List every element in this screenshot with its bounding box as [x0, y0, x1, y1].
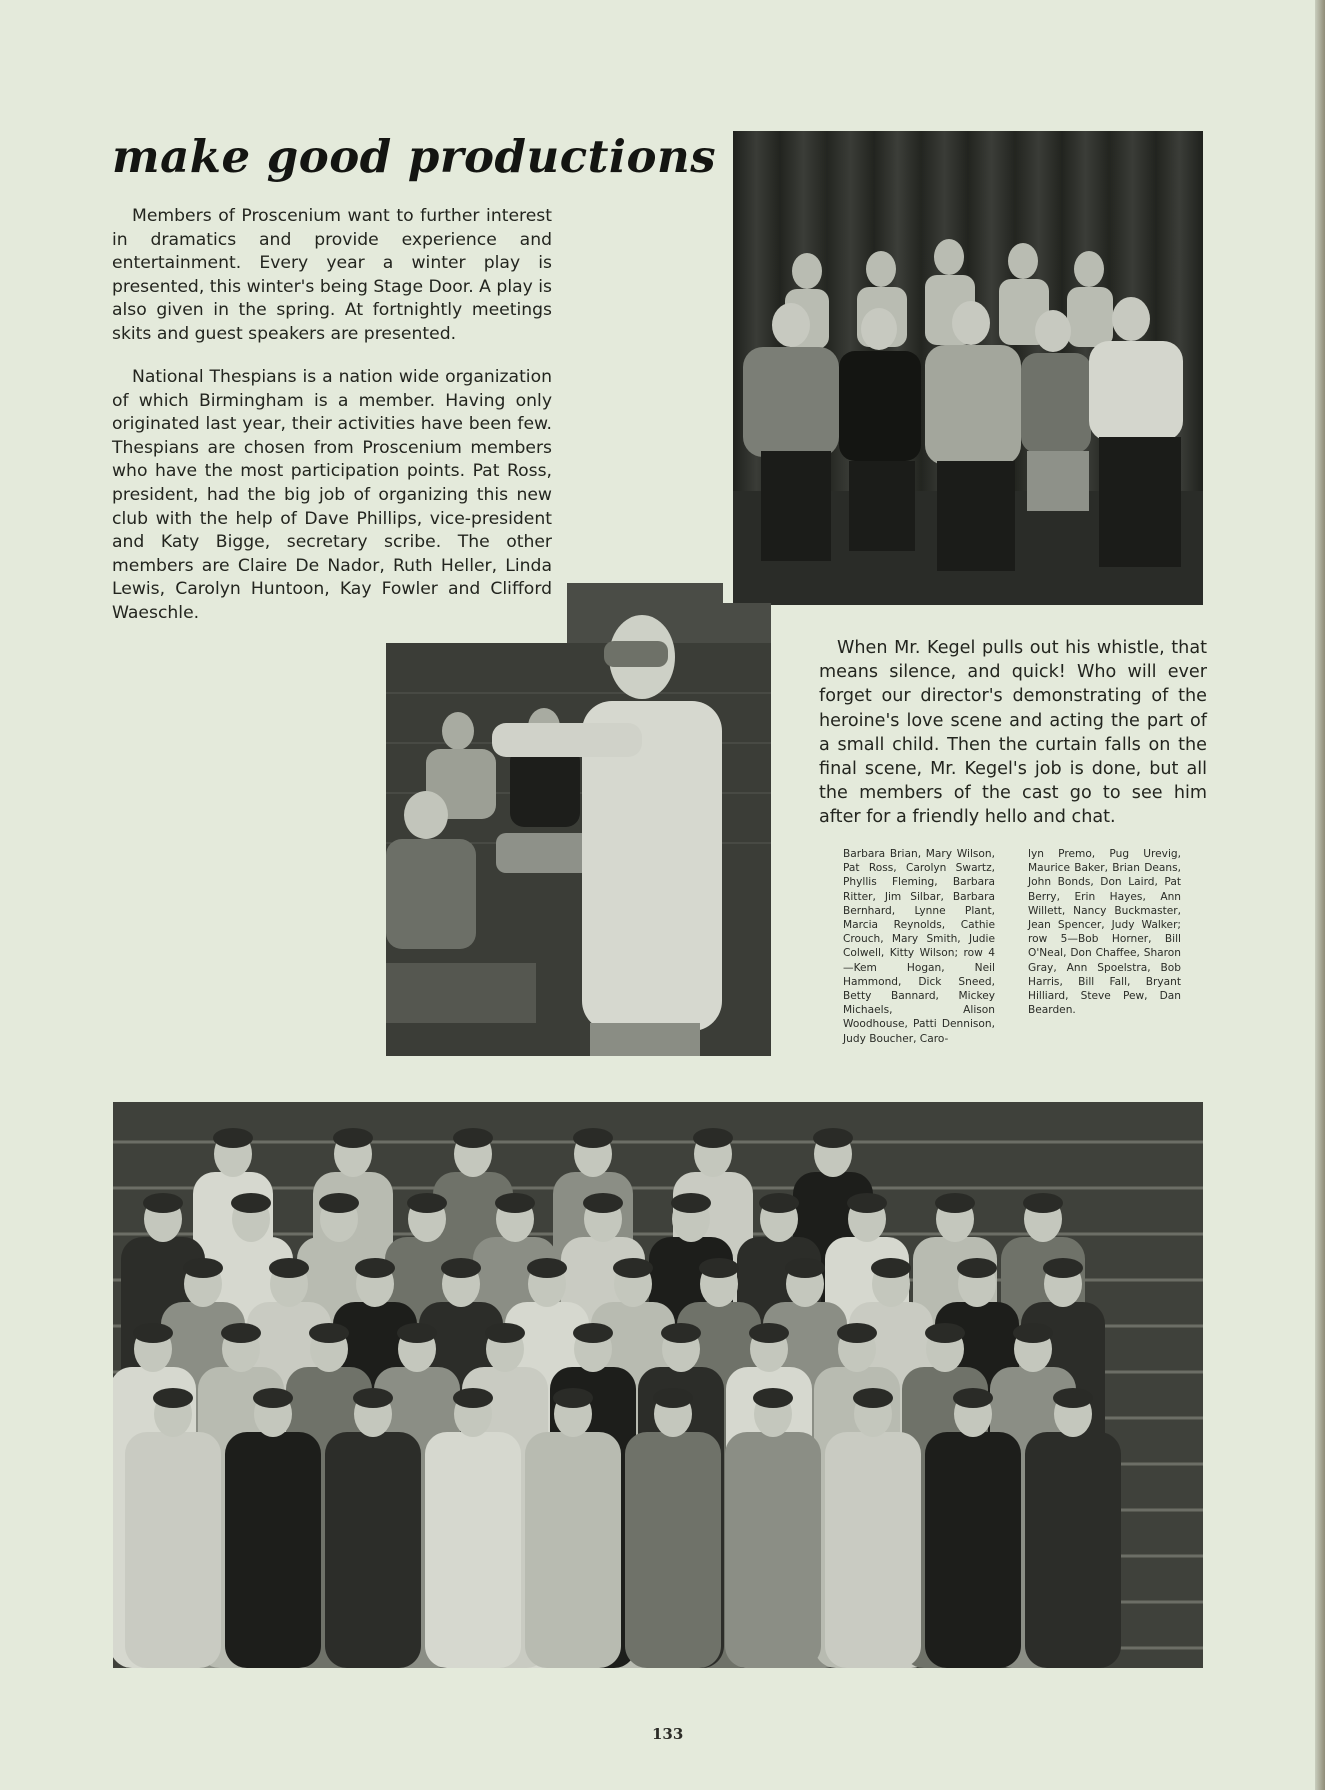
group-member-hair — [953, 1388, 993, 1408]
group-member-hair — [353, 1388, 393, 1408]
group-member-hair — [553, 1388, 593, 1408]
group-member-hair — [253, 1388, 293, 1408]
thespians-group-photo — [733, 131, 1203, 605]
page-edge — [1315, 0, 1325, 1790]
group-member-hair — [785, 1258, 825, 1278]
group-member-hair — [671, 1193, 711, 1213]
group-member-hair — [407, 1193, 447, 1213]
group-member-body — [1025, 1432, 1121, 1668]
director-photo — [386, 583, 771, 1056]
group-member-hair — [813, 1128, 853, 1148]
group-member-hair — [653, 1388, 693, 1408]
proscenium-paragraph: Members of Proscenium want to further interest in dramatics and provide experience and entertainment. Every year a winter play is presented, this winter's being Stage Door. A play is also given in the spring. At fortnightly meetings skits and guest speakers are presented. — [112, 206, 552, 344]
group-member-hair — [1023, 1193, 1063, 1213]
group-member-hair — [133, 1323, 173, 1343]
group-member-body — [425, 1432, 521, 1668]
group-member-hair — [837, 1323, 877, 1343]
group-member-hair — [153, 1388, 193, 1408]
proscenium-group-photo — [113, 1102, 1203, 1668]
group-member-body — [625, 1432, 721, 1668]
group-member-hair — [453, 1388, 493, 1408]
caption-column-1: Barbara Brian, Mary Wilson, Pat Ross, Carolyn Swartz, Phyllis Fleming, Barbara Ritter, Jim Silbar, Barbara Bernhard, Lynne Plant, Marcia Reynolds, Cathie Crouch, Mary Smith, Judie Colwell, Kitty Wilson; row 4—Kem Hogan, Neil Hammond, Dick Sneed, Betty Bannard, Mickey Michaels, Alison Woodhouse, Patti Dennison, Judy Boucher, Caro- — [843, 848, 995, 1045]
group-member-hair — [453, 1128, 493, 1148]
group-member-hair — [221, 1323, 261, 1343]
group-member-hair — [143, 1193, 183, 1213]
group-member-body — [125, 1432, 221, 1668]
group-member-hair — [309, 1323, 349, 1343]
group-member-hair — [355, 1258, 395, 1278]
group-member-hair — [847, 1193, 887, 1213]
group-member-hair — [853, 1388, 893, 1408]
group-member-hair — [693, 1128, 733, 1148]
group-member-hair — [613, 1258, 653, 1278]
page-heading: make good productions — [112, 130, 717, 183]
group-member-hair — [333, 1128, 373, 1148]
group-member-body — [225, 1432, 321, 1668]
thespians-paragraph: National Thespians is a nation wide organization of which Birmingham is a member. Having only originated last year, their activities have been few. Thespians are chosen from Proscenium members who have the most participation points. Pat Ross, president, had the big job of organizing this new club with the help of Dave Phillips, vice-president and Katy Bigge, secretary scribe. The other members are Claire De Nador, Ruth Heller, Linda Lewis, Carolyn Huntoon, Kay Fowler and Clifford Waeschle. — [112, 367, 552, 623]
page-number: 133 — [652, 1725, 684, 1743]
group-member-hair — [485, 1323, 525, 1343]
group-member-body — [525, 1432, 621, 1668]
group-member-hair — [871, 1258, 911, 1278]
group-member-hair — [573, 1128, 613, 1148]
group-member-hair — [935, 1193, 975, 1213]
group-member-hair — [1043, 1258, 1083, 1278]
group-member-hair — [231, 1193, 271, 1213]
group-member-hair — [583, 1193, 623, 1213]
group-member-hair — [699, 1258, 739, 1278]
group-member-hair — [1013, 1323, 1053, 1343]
group-member-body — [825, 1432, 921, 1668]
group-member-body — [725, 1432, 821, 1668]
group-member-hair — [213, 1128, 253, 1148]
group-member-hair — [397, 1323, 437, 1343]
kegel-paragraph: When Mr. Kegel pulls out his whistle, that means silence, and quick! Who will ever forget our director's demonstrating of the heroine's love scene and acting the part of a small child. Then the curtain falls on the final scene, Mr. Kegel's job is done, but all the members of the cast go to see him after for a friendly hello and chat. — [819, 638, 1207, 828]
group-member-hair — [957, 1258, 997, 1278]
group-member-hair — [925, 1323, 965, 1343]
group-member-hair — [527, 1258, 567, 1278]
group-member-hair — [749, 1323, 789, 1343]
group-member-hair — [441, 1258, 481, 1278]
group-member-hair — [753, 1388, 793, 1408]
group-member-hair — [319, 1193, 359, 1213]
group-member-hair — [1053, 1388, 1093, 1408]
group-member-hair — [183, 1258, 223, 1278]
group-member-hair — [495, 1193, 535, 1213]
caption-column-2: lyn Premo, Pug Urevig, Maurice Baker, Brian Deans, John Bonds, Don Laird, Pat Berry, Erin Hayes, Ann Willett, Nancy Buckmaster, Jean Spencer, Judy Walker; row 5—Bob Horner, Bill O'Neal, Don Chaffee, Sharon Gray, Ann Spoelstra, Bob Harris, Bill Fall, Bryant Hilliard, Steve Pew, Dan Bearden. — [1028, 848, 1181, 1017]
group-member-body — [325, 1432, 421, 1668]
group-member-hair — [759, 1193, 799, 1213]
group-member-body — [925, 1432, 1021, 1668]
group-member-hair — [269, 1258, 309, 1278]
group-member-hair — [573, 1323, 613, 1343]
group-member-hair — [661, 1323, 701, 1343]
